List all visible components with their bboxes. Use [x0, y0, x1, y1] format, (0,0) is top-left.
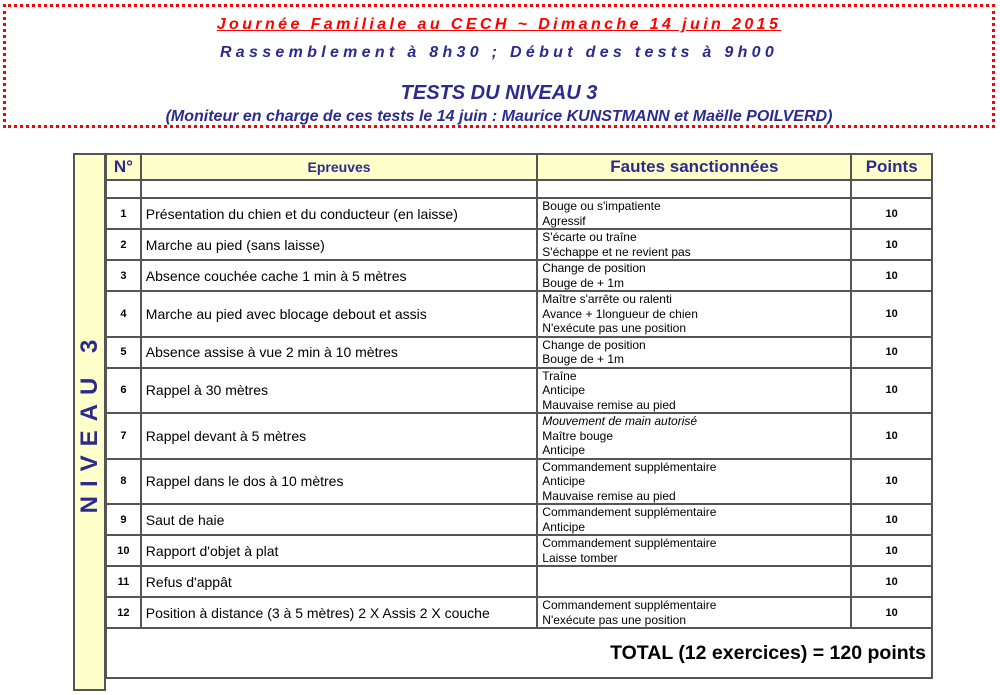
fault-item: Bouge ou s'impatiente	[542, 199, 661, 213]
fault-item: Traîne	[542, 368, 577, 383]
row-fautes	[537, 566, 851, 597]
fault-item: Commandement supplémentaire	[542, 598, 717, 612]
row-points: 10	[851, 459, 932, 505]
fault-item: Anticipe	[542, 474, 585, 488]
row-epreuve: Présentation du chien et du conducteur (en laisse)	[141, 198, 538, 229]
fault-item: Anticipe	[542, 383, 585, 397]
row-fautes	[537, 459, 851, 505]
row-points: 10	[851, 535, 932, 566]
fault-item: Mauvaise remise au pied	[542, 488, 676, 503]
row-fautes	[537, 198, 851, 229]
row-epreuve: Rappel dans le dos à 10 mètres	[141, 459, 538, 505]
row-epreuve: Refus d'appât	[141, 566, 538, 597]
row-fautes	[537, 337, 851, 368]
row-points: 10	[851, 260, 932, 291]
row-fautes	[537, 291, 851, 337]
table-row	[106, 597, 932, 628]
table-row	[106, 413, 932, 459]
table-row	[106, 566, 932, 597]
row-points: 10	[851, 413, 932, 459]
row-fautes	[537, 368, 851, 414]
page-title: TESTS DU NIVEAU 3	[400, 82, 598, 104]
row-points: 10	[851, 337, 932, 368]
table-row	[106, 368, 932, 414]
fault-item: S'écarte ou traîne	[542, 230, 637, 244]
row-fautes	[537, 260, 851, 291]
fault-item: N'exécute pas une position	[542, 612, 687, 627]
row-epreuve: Saut de haie	[141, 504, 538, 535]
fault-item: Agressif	[542, 213, 586, 228]
row-points: 10	[851, 597, 932, 628]
row-fautes	[537, 535, 851, 566]
fault-item: N'exécute pas une position	[542, 321, 687, 335]
col-header-number: N°	[106, 154, 141, 180]
row-epreuve: Rapport d'objet à plat	[141, 535, 538, 566]
fault-item: Commandement supplémentaire	[542, 459, 717, 474]
row-number: 9	[106, 504, 141, 535]
row-number: 7	[106, 413, 141, 459]
row-epreuve: Marche au pied (sans laisse)	[141, 229, 538, 260]
subtitle: (Moniteur en charge de ces tests le 14 juin : Maurice KUNSTMANN et Maëlle POILVERD)	[165, 108, 833, 125]
table-row	[106, 291, 932, 337]
row-epreuve: Rappel à 30 mètres	[141, 368, 538, 414]
fault-item: Commandement supplémentaire	[542, 505, 717, 519]
row-points: 10	[851, 368, 932, 414]
table-row	[106, 337, 932, 368]
table-row	[106, 504, 932, 535]
row-points: 10	[851, 198, 932, 229]
table-row	[106, 535, 932, 566]
col-header-fautes: Fautes sanctionnées	[537, 154, 851, 180]
row-number: 8	[106, 459, 141, 505]
event-title-text: Journée Familiale au CECH ~ Dimanche 14 juin 2015	[216, 16, 782, 33]
row-epreuve: Absence assise à vue 2 min à 10 mètres	[141, 337, 538, 368]
fault-item: Anticipe	[542, 519, 585, 534]
row-fautes	[537, 504, 851, 535]
row-epreuve: Absence couchée cache 1 min à 5 mètres	[141, 260, 538, 291]
total-text: TOTAL (12 exercices) = 120 points	[106, 628, 932, 678]
header-banner	[3, 4, 995, 128]
row-points: 10	[851, 566, 932, 597]
tests-table	[105, 153, 933, 679]
row-number: 5	[106, 337, 141, 368]
row-number: 3	[106, 260, 141, 291]
row-fautes	[537, 413, 851, 459]
table-row	[106, 459, 932, 505]
row-number: 10	[106, 535, 141, 566]
row-epreuve: Position à distance (3 à 5 mètres) 2 X Assis 2 X couche	[141, 597, 538, 628]
row-number: 1	[106, 198, 141, 229]
fault-item: Mauvaise remise au pied	[542, 397, 676, 412]
row-number: 6	[106, 368, 141, 414]
table-header	[106, 154, 932, 180]
fault-item: Commandement supplémentaire	[542, 536, 717, 550]
row-epreuve: Marche au pied avec blocage debout et assis	[141, 291, 538, 337]
col-header-epreuves: Epreuves	[141, 154, 538, 180]
fault-item: Maître bouge	[542, 428, 614, 443]
fault-item: Maître s'arrête ou ralenti	[542, 292, 672, 306]
fault-item: Change de position	[542, 337, 646, 352]
row-number: 12	[106, 597, 141, 628]
row-points: 10	[851, 291, 932, 337]
fault-item: Laisse tomber	[542, 550, 618, 565]
row-number: 11	[106, 566, 141, 597]
fault-item: S'échappe et ne revient pas	[542, 244, 691, 259]
table-row	[106, 229, 932, 260]
schedule: Rassemblement à 8h30 ; Début des tests à 9h00	[219, 44, 779, 61]
row-fautes	[537, 597, 851, 628]
level-label: NIVEAU 3	[75, 330, 103, 514]
fault-item: Avance + 1longueur de chien	[542, 306, 698, 321]
event-title	[6, 16, 992, 34]
row-number: 2	[106, 229, 141, 260]
table-row	[106, 198, 932, 229]
fault-item: Anticipe	[542, 443, 585, 457]
row-points: 10	[851, 504, 932, 535]
table-row	[106, 260, 932, 291]
fault-item: Change de position	[542, 261, 646, 275]
fault-item: Bouge de + 1m	[542, 352, 625, 366]
row-number: 4	[106, 291, 141, 337]
blank-row	[106, 180, 932, 198]
row-epreuve: Rappel devant à 5 mètres	[141, 413, 538, 459]
level-label-column	[73, 153, 106, 691]
row-points: 10	[851, 229, 932, 260]
total-row	[106, 628, 932, 678]
col-header-points: Points	[851, 154, 932, 180]
row-fautes	[537, 229, 851, 260]
fault-item: Mouvement de main autorisé	[542, 414, 698, 428]
fault-item: Bouge de + 1m	[542, 275, 625, 290]
